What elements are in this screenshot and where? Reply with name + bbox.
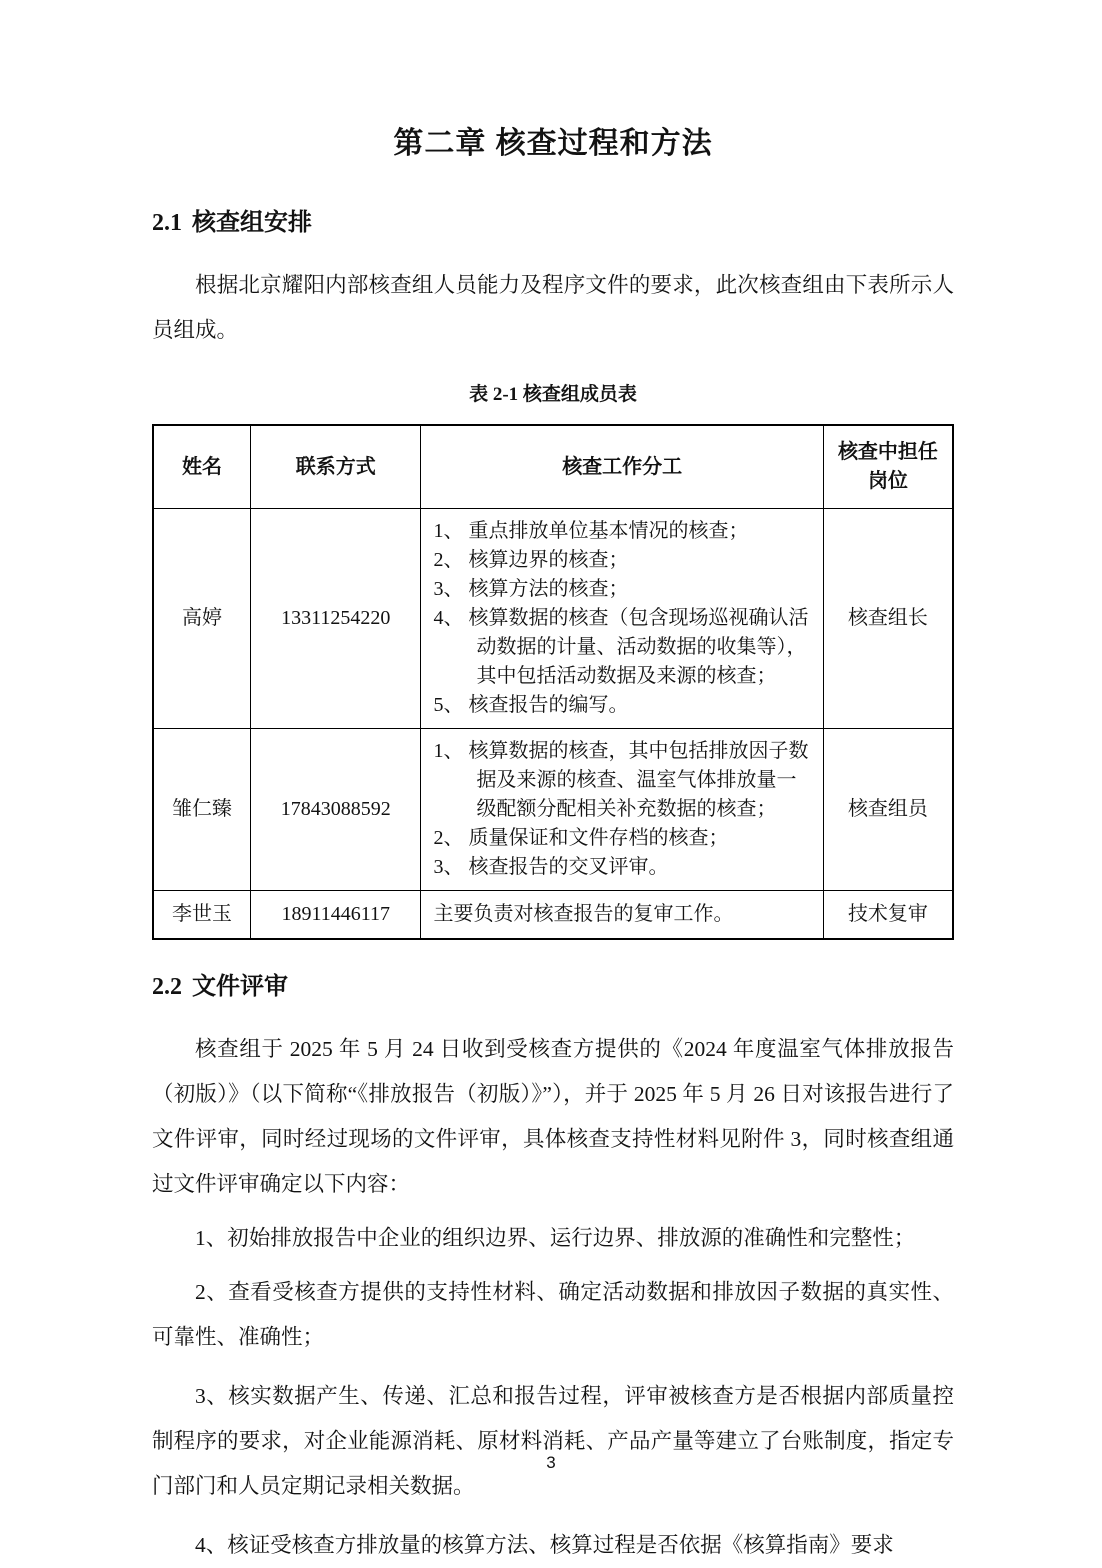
section-number: 2.1	[152, 210, 182, 236]
duty-item: 2、 核算边界的核查；	[433, 549, 629, 571]
section-2-1-heading	[152, 202, 954, 237]
section-title: 核查组安排	[192, 209, 312, 236]
contact-cell: 18911446117	[251, 891, 421, 940]
duties-cell	[421, 729, 823, 891]
section-number: 2.2	[152, 974, 182, 1000]
table-row	[153, 509, 953, 729]
duty-item: 1、 核算数据的核查，其中包括排放因子数据及来源的核查、温室气体排放量一级配额分配相关补充数据的核查；	[433, 740, 809, 820]
name-cell: 李世玉	[153, 891, 251, 940]
review-paragraph: 核查组于 2025 年 5 月 24 日收到受核查方提供的《2024 年度温室气体排放报告（初版）》（以下简称“《排放报告（初版）》”），并于 2025 年 5 月 26 日对该报告进行了文件评审，同时经过现场的文件评审，具体核查支持性材料见附件 3，同时核查组通过文件评审确定以下内容：	[152, 1037, 954, 1196]
column-header-role: 核查中担任岗位	[823, 425, 953, 509]
section-title: 文件评审	[192, 973, 288, 1000]
table-row	[153, 729, 953, 891]
column-header-duties: 核查工作分工	[421, 425, 823, 509]
name-cell: 高婷	[153, 509, 251, 729]
intro-paragraph: 根据北京耀阳内部核查组人员能力及程序文件的要求，此次核查组由下表所示人员组成。	[152, 273, 954, 342]
duties-cell	[421, 509, 823, 729]
section-2-2-heading	[152, 966, 954, 1001]
table-caption: 表 2-1 核查组成员表	[469, 384, 637, 405]
duty-item: 1、 重点排放单位基本情况的核查；	[433, 520, 749, 542]
duty-item: 5、 核查报告的编写。	[433, 694, 629, 716]
list-item-2: 2、查看受核查方提供的支持性材料、确定活动数据和排放因子数据的真实性、可靠性、准确性；	[152, 1280, 954, 1349]
duty-item: 主要负责对核查报告的复审工作。	[433, 903, 734, 925]
chapter-title: 第二章 核查过程和方法	[393, 127, 713, 160]
name-cell: 雏仁臻	[153, 729, 251, 891]
duties-cell	[421, 891, 823, 940]
duty-item: 4、 核算数据的核查（包含现场巡视确认活动数据的计量、活动数据的收集等），其中包括活动数据及来源的核查；	[433, 607, 809, 687]
contact-cell: 17843088592	[251, 729, 421, 891]
table-header-row	[153, 425, 953, 509]
contact-cell: 13311254220	[251, 509, 421, 729]
role-cell: 核查组员	[823, 729, 953, 891]
list-item-4: 4、核证受核查方排放量的核算方法、核算过程是否依据《核算指南》要求	[195, 1533, 894, 1557]
duty-item: 2、 质量保证和文件存档的核查；	[433, 827, 729, 849]
table-row	[153, 891, 953, 940]
role-cell: 核查组长	[823, 509, 953, 729]
column-header-name: 姓名	[153, 425, 251, 509]
role-cell: 技术复审	[823, 891, 953, 940]
duty-item: 3、 核算方法的核查；	[433, 578, 629, 600]
list-item-3: 3、核实数据产生、传递、汇总和报告过程，评审被核查方是否根据内部质量控制程序的要求，对企业能源消耗、原材料消耗、产品产量等建立了台账制度，指定专门部门和人员定期记录相关数据。	[152, 1384, 954, 1498]
page-number: 3	[546, 1453, 556, 1472]
list-item-1: 1、初始排放报告中企业的组织边界、运行边界、排放源的准确性和完整性；	[195, 1226, 916, 1250]
team-table	[152, 424, 954, 940]
column-header-contact: 联系方式	[251, 425, 421, 509]
duty-item: 3、 核查报告的交叉评审。	[433, 856, 669, 878]
